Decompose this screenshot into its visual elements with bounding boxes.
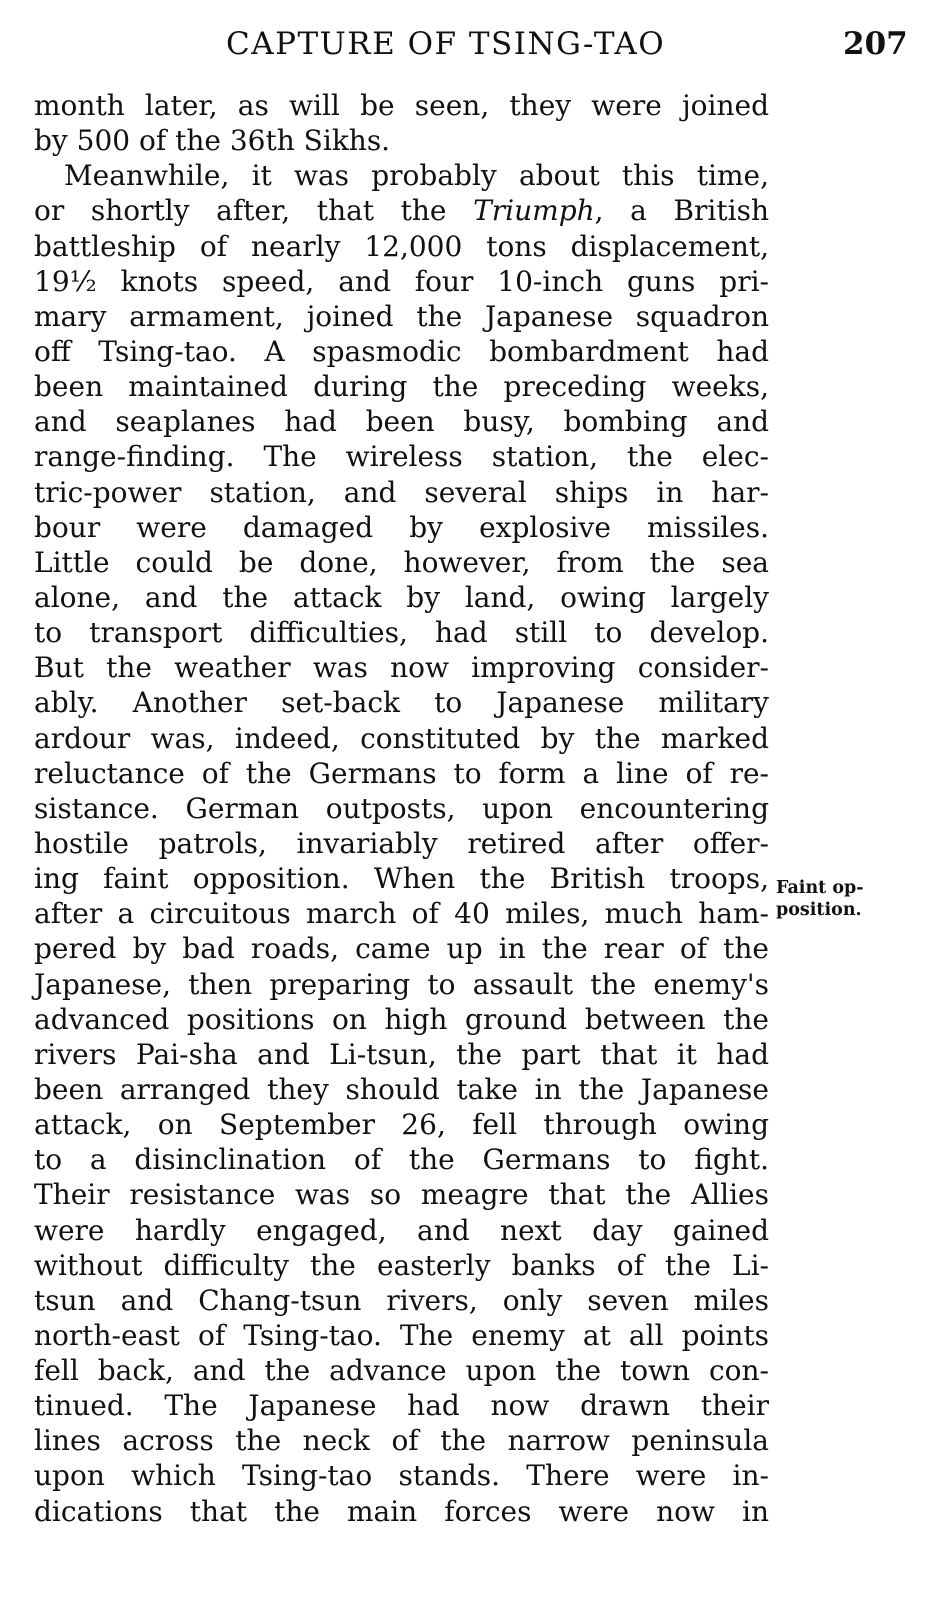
text-line: been arranged they should take in the Japanese — [34, 1072, 769, 1106]
text-line: But the weather was now improving consider- — [34, 651, 769, 685]
text-line: sistance. German outposts, upon encountering — [34, 791, 769, 825]
text-line: tsun and Chang-tsun rivers, only seven miles — [34, 1283, 769, 1317]
text-line: fell back, and the advance upon the town con- — [34, 1354, 769, 1388]
text-line: to a disinclination of the Germans to fight. — [34, 1143, 769, 1177]
text-line: to transport difficulties, had still to develop. — [34, 616, 769, 650]
text-line: ardour was, indeed, constituted by the marked — [34, 721, 769, 755]
text-line: ably. Another set-back to Japanese military — [34, 686, 769, 720]
text-line: lines across the neck of the narrow peninsula — [34, 1424, 769, 1458]
text-line: range-finding. The wireless station, the elec- — [34, 440, 769, 474]
text-line: reluctance of the Germans to form a line of re- — [34, 756, 769, 790]
text-line: tric-power station, and several ships in har- — [34, 475, 769, 509]
page-number: 207 — [843, 26, 908, 62]
text-line: after a circuitous march of 40 miles, much ham- — [34, 897, 769, 931]
text-line: hostile patrols, invariably retired after offer- — [34, 826, 769, 860]
text-line: north-east of Tsing-tao. The enemy at all points — [34, 1318, 769, 1352]
margin-note-line: Faint op- — [776, 878, 864, 898]
text-line: tinued. The Japanese had now drawn their — [34, 1389, 769, 1423]
text-line: without difficulty the easterly banks of the Li- — [34, 1248, 769, 1282]
running-title: CAPTURE OF TSING-TAO — [226, 26, 666, 62]
text-line: month later, as will be seen, they were joined — [34, 89, 769, 122]
body-text — [34, 88, 769, 1529]
margin-note — [776, 877, 916, 921]
text-line: ing faint opposition. When the British troops, — [34, 862, 769, 896]
text-line: upon which Tsing-tao stands. There were in- — [34, 1459, 769, 1493]
text-line: off Tsing-tao. A spasmodic bombardment had — [34, 334, 769, 368]
text-line: Meanwhile, it was probably about this time, — [64, 159, 769, 193]
text-line: and seaplanes had been busy, bombing and — [34, 405, 769, 439]
text-line: were hardly engaged, and next day gained — [34, 1213, 769, 1247]
text-line: 19½ knots speed, and four 10-inch guns pri- — [34, 264, 769, 298]
text-line: Japanese, then preparing to assault the enemy's — [34, 967, 769, 1001]
ship-name: Triumph — [473, 194, 595, 228]
text-line: rivers Pai-sha and Li-tsun, the part that it had — [34, 1037, 769, 1071]
text-line: Little could be done, however, from the sea — [34, 545, 769, 579]
text-line: by 500 of the 36th Sikhs. — [34, 124, 391, 158]
text-line: battleship of nearly 12,000 tons displacement, — [34, 229, 769, 263]
text-line: mary armament, joined the Japanese squadron — [34, 299, 769, 333]
text-line: bour were damaged by explosive missiles. — [34, 510, 769, 544]
text-line — [34, 193, 769, 228]
text-line: dications that the main forces were now in — [34, 1494, 769, 1528]
text-line: advanced positions on high ground between the — [34, 1002, 769, 1036]
text-line: attack, on September 26, fell through owing — [34, 1108, 769, 1142]
text-line: pered by bad roads, came up in the rear of the — [34, 932, 769, 966]
text-segment: , a British — [594, 194, 769, 228]
text-line: been maintained during the preceding weeks, — [34, 370, 769, 404]
text-segment: or shortly after, that the — [34, 194, 447, 228]
margin-note-line: position. — [776, 900, 862, 920]
text-line: alone, and the attack by land, owing largely — [34, 580, 769, 614]
text-line: Their resistance was so meagre that the Allies — [34, 1178, 769, 1212]
